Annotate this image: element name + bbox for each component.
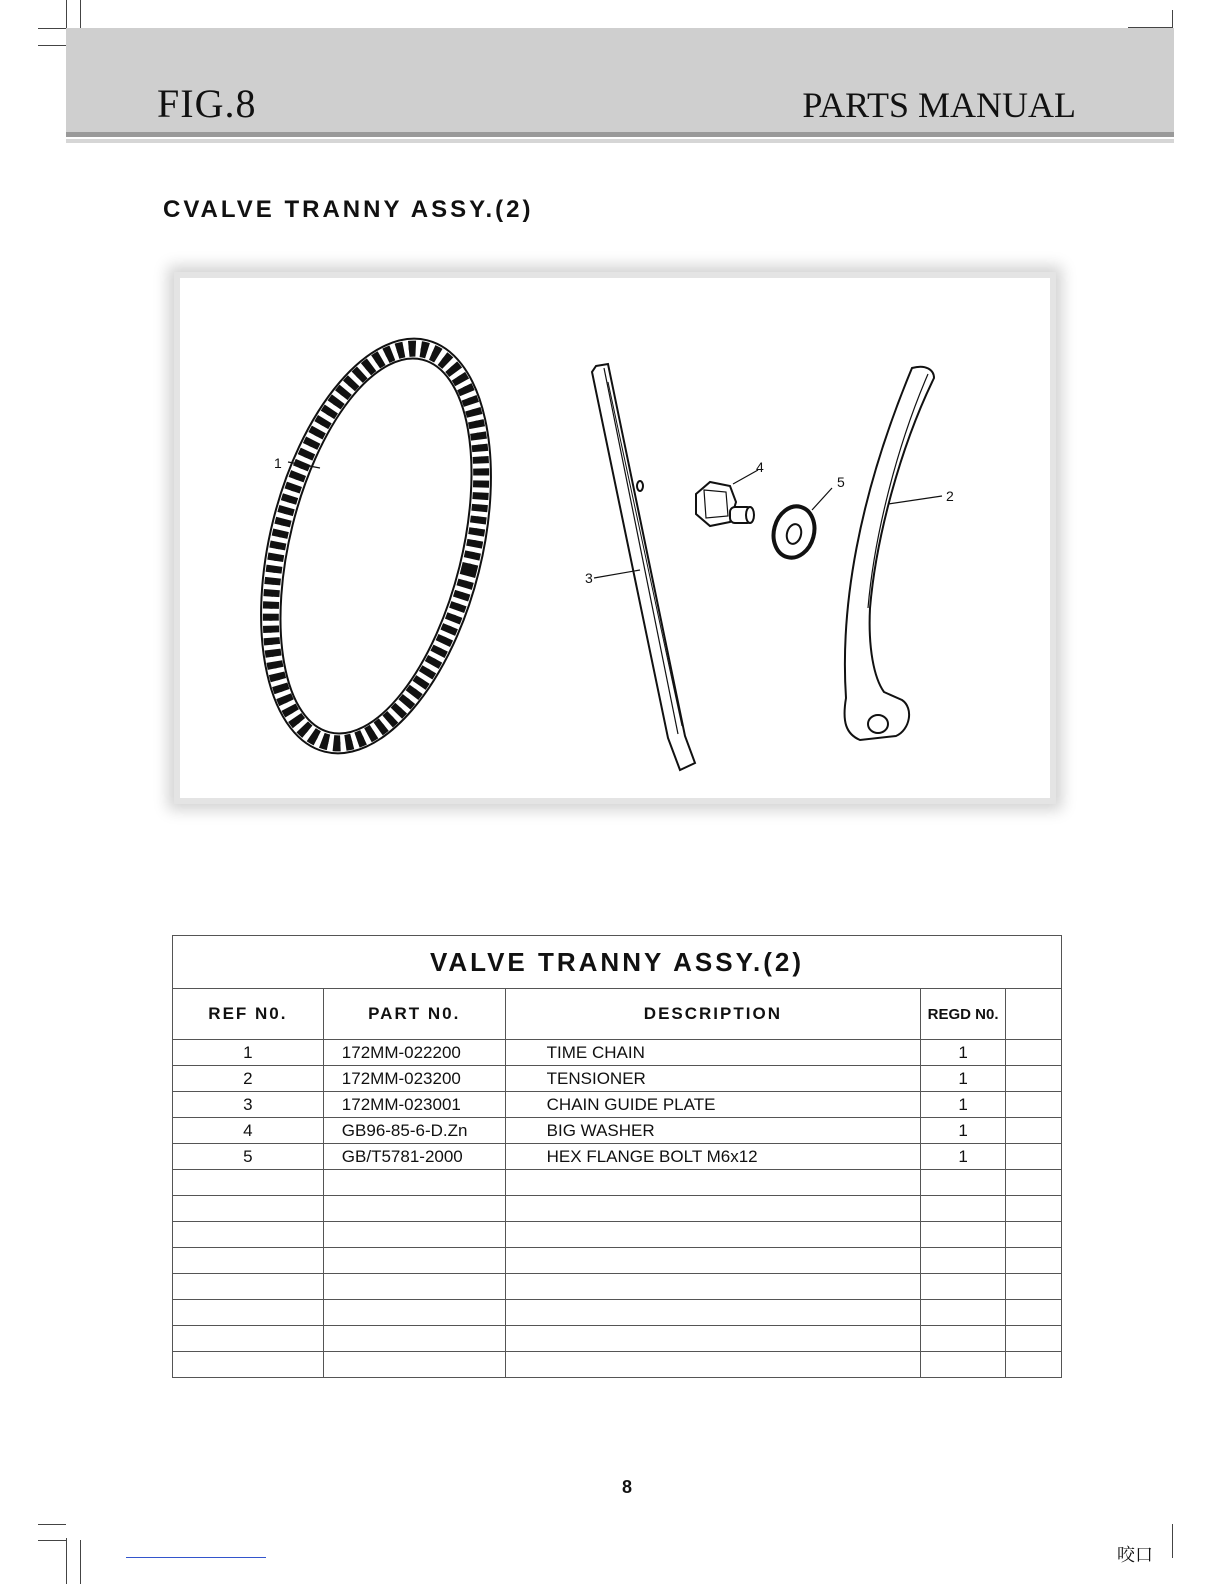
cell-description bbox=[505, 1196, 921, 1222]
cell-part-number bbox=[323, 1352, 505, 1378]
crop-mark bbox=[38, 45, 66, 46]
cell-qty: 1 bbox=[921, 1118, 1006, 1144]
table-row bbox=[173, 1170, 1062, 1196]
cell-qty bbox=[921, 1196, 1006, 1222]
cell-ref bbox=[173, 1326, 324, 1352]
header-rule bbox=[66, 132, 1174, 137]
parts-table bbox=[172, 935, 1062, 1378]
cell-description bbox=[505, 1274, 921, 1300]
cell-part-number bbox=[323, 1300, 505, 1326]
cell-ref: 2 bbox=[173, 1066, 324, 1092]
table-row bbox=[173, 1118, 1062, 1144]
cell-description bbox=[505, 1248, 921, 1274]
cell-qty: 1 bbox=[921, 1092, 1006, 1118]
callout-1: 1 bbox=[274, 455, 282, 471]
cell-qty bbox=[921, 1326, 1006, 1352]
crop-mark bbox=[1172, 10, 1173, 28]
cell-extra bbox=[1006, 1092, 1062, 1118]
cell-part-number bbox=[323, 1196, 505, 1222]
cell-extra bbox=[1006, 1352, 1062, 1378]
table-row bbox=[173, 1300, 1062, 1326]
cell-description: BIG WASHER bbox=[505, 1118, 921, 1144]
callout-5: 5 bbox=[837, 474, 845, 490]
cell-part-number bbox=[323, 1326, 505, 1352]
cell-description bbox=[505, 1352, 921, 1378]
cell-ref bbox=[173, 1248, 324, 1274]
cell-qty bbox=[921, 1170, 1006, 1196]
crop-mark bbox=[38, 1540, 66, 1541]
table-body bbox=[173, 1040, 1062, 1378]
callout-2: 2 bbox=[946, 488, 954, 504]
figure-label: FIG.8 bbox=[157, 81, 257, 126]
cell-description: TIME CHAIN bbox=[505, 1040, 921, 1066]
table-row bbox=[173, 1066, 1062, 1092]
column-header-ref: REF N0. bbox=[173, 989, 324, 1040]
cell-qty: 1 bbox=[921, 1066, 1006, 1092]
tensioner-drawing bbox=[845, 367, 942, 740]
cell-description: TENSIONER bbox=[505, 1066, 921, 1092]
cell-qty: 1 bbox=[921, 1144, 1006, 1170]
time-chain-drawing bbox=[222, 315, 530, 778]
cell-extra bbox=[1006, 1040, 1062, 1066]
cell-part-number bbox=[323, 1274, 505, 1300]
cell-ref bbox=[173, 1274, 324, 1300]
cell-ref bbox=[173, 1170, 324, 1196]
column-header-description: DESCRIPTION bbox=[505, 989, 921, 1040]
crop-mark bbox=[38, 1524, 66, 1525]
cell-ref: 5 bbox=[173, 1144, 324, 1170]
cell-description bbox=[505, 1222, 921, 1248]
column-header-qty: REGD N0. bbox=[921, 989, 1006, 1040]
cell-extra bbox=[1006, 1066, 1062, 1092]
cell-part-number bbox=[323, 1248, 505, 1274]
cell-description bbox=[505, 1300, 921, 1326]
section-title: CVALVE TRANNY ASSY.(2) bbox=[163, 196, 534, 223]
cell-extra bbox=[1006, 1196, 1062, 1222]
cell-description bbox=[505, 1326, 921, 1352]
cell-part-number: 172MM-023001 bbox=[323, 1092, 505, 1118]
washer-drawing bbox=[768, 488, 832, 562]
column-header-part: PART N0. bbox=[323, 989, 505, 1040]
crop-mark bbox=[80, 0, 81, 28]
cell-ref bbox=[173, 1222, 324, 1248]
cell-qty: 1 bbox=[921, 1040, 1006, 1066]
cell-ref: 3 bbox=[173, 1092, 324, 1118]
table-row bbox=[173, 1326, 1062, 1352]
table-row bbox=[173, 1248, 1062, 1274]
cell-qty bbox=[921, 1248, 1006, 1274]
cell-qty bbox=[921, 1300, 1006, 1326]
cell-description bbox=[505, 1170, 921, 1196]
table-row bbox=[173, 1352, 1062, 1378]
cell-part-number: 172MM-023200 bbox=[323, 1066, 505, 1092]
cell-ref: 4 bbox=[173, 1118, 324, 1144]
table-row bbox=[173, 1196, 1062, 1222]
cell-part-number bbox=[323, 1170, 505, 1196]
chain-guide-plate-drawing bbox=[592, 364, 695, 770]
column-header-extra bbox=[1006, 989, 1062, 1040]
cell-description: HEX FLANGE BOLT M6x12 bbox=[505, 1144, 921, 1170]
cell-qty bbox=[921, 1352, 1006, 1378]
crop-mark bbox=[80, 1540, 81, 1584]
cell-ref bbox=[173, 1352, 324, 1378]
cell-extra bbox=[1006, 1222, 1062, 1248]
cell-extra bbox=[1006, 1326, 1062, 1352]
cell-qty bbox=[921, 1222, 1006, 1248]
crop-mark bbox=[66, 1538, 67, 1584]
table-row bbox=[173, 1222, 1062, 1248]
cell-part-number: GB96-85-6-D.Zn bbox=[323, 1118, 505, 1144]
table-row bbox=[173, 1274, 1062, 1300]
callout-4: 4 bbox=[756, 459, 764, 475]
corner-text: 咬口 bbox=[1117, 1545, 1153, 1566]
cell-ref: 1 bbox=[173, 1040, 324, 1066]
cell-description: CHAIN GUIDE PLATE bbox=[505, 1092, 921, 1118]
crop-mark bbox=[38, 28, 66, 29]
crop-mark bbox=[1172, 1524, 1173, 1558]
cell-extra bbox=[1006, 1144, 1062, 1170]
cell-ref bbox=[173, 1300, 324, 1326]
footer-link-underline bbox=[126, 1557, 266, 1558]
cell-extra bbox=[1006, 1170, 1062, 1196]
callout-3: 3 bbox=[585, 570, 593, 586]
cell-extra bbox=[1006, 1300, 1062, 1326]
hex-bolt-drawing bbox=[696, 470, 758, 526]
table-row bbox=[173, 1144, 1062, 1170]
cell-extra bbox=[1006, 1248, 1062, 1274]
cell-ref bbox=[173, 1196, 324, 1222]
header-rule bbox=[66, 139, 1174, 143]
table-row bbox=[173, 1092, 1062, 1118]
cell-qty bbox=[921, 1274, 1006, 1300]
table-row bbox=[173, 1040, 1062, 1066]
page-number: 8 bbox=[621, 1477, 632, 1497]
cell-part-number: GB/T5781-2000 bbox=[323, 1144, 505, 1170]
cell-extra bbox=[1006, 1118, 1062, 1144]
cell-part-number: 172MM-022200 bbox=[323, 1040, 505, 1066]
manual-title: PARTS MANUAL bbox=[802, 85, 1076, 125]
table-title: VALVE TRANNY ASSY.(2) bbox=[173, 936, 1062, 989]
cell-part-number bbox=[323, 1222, 505, 1248]
cell-extra bbox=[1006, 1274, 1062, 1300]
parts-illustration bbox=[180, 278, 1050, 798]
